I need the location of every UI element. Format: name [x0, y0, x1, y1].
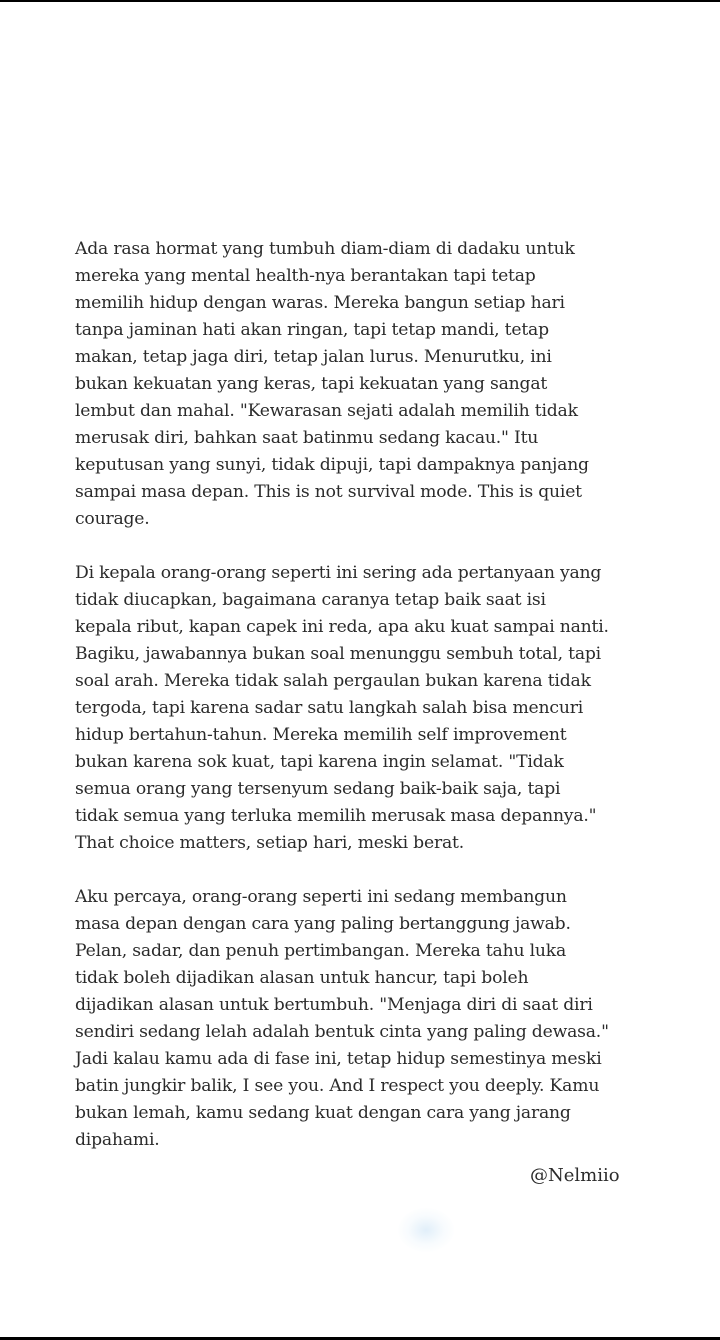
- text-line: makan, tetap jaga diri, tetap jalan lurus. Menurutku, ini: [75, 347, 552, 367]
- text-line: sampai masa depan. This is not survival mode. This is quiet: [75, 482, 582, 502]
- text-line: dijadikan alasan untuk bertumbuh. "Menjaga diri di saat diri: [75, 995, 593, 1015]
- text-line: merusak diri, bahkan saat batinmu sedang kacau." Itu: [75, 428, 539, 448]
- text-line: Bagiku, jawabannya bukan soal menunggu sembuh total, tapi: [75, 644, 601, 664]
- text-line: hidup bertahun-tahun. Mereka memilih self improvement: [75, 725, 567, 745]
- text-line: Ada rasa hormat yang tumbuh diam-diam di dadaku untuk: [75, 239, 575, 259]
- text-line: Aku percaya, orang-orang seperti ini sedang membangun: [75, 887, 567, 907]
- paragraph-1: [75, 236, 675, 533]
- text-line: tidak diucapkan, bagaimana caranya tetap baik saat isi: [75, 590, 546, 610]
- text-line: Pelan, sadar, dan penuh pertimbangan. Mereka tahu luka: [75, 941, 567, 961]
- text-line: Di kepala orang-orang seperti ini sering ada pertanyaan yang: [75, 563, 602, 583]
- text-line: That choice matters, setiap hari, meski berat.: [75, 833, 464, 853]
- text-line: mereka yang mental health-nya berantakan tapi tetap: [75, 266, 536, 286]
- light-reflection: [398, 1208, 454, 1252]
- paragraph-gap: [75, 533, 675, 560]
- text-line: tidak semua yang terluka memilih merusak masa depannya.": [75, 806, 597, 826]
- author-signature: @Nelmiio: [530, 1165, 620, 1186]
- text-line: tergoda, tapi karena sadar satu langkah salah bisa mencuri: [75, 698, 584, 718]
- text-line: sendiri sedang lelah adalah bentuk cinta yang paling dewasa.": [75, 1022, 609, 1042]
- paragraph-3: [75, 884, 675, 1154]
- text-line: batin jungkir balik, I see you. And I respect you deeply. Kamu: [75, 1076, 600, 1096]
- text-line: memilih hidup dengan waras. Mereka bangun setiap hari: [75, 293, 565, 313]
- story-text: [75, 236, 675, 1154]
- text-line: keputusan yang sunyi, tidak dipuji, tapi dampaknya panjang: [75, 455, 589, 475]
- paragraph-gap: [75, 857, 675, 884]
- text-line: courage.: [75, 509, 150, 529]
- text-line: lembut dan mahal. "Kewarasan sejati adalah memilih tidak: [75, 401, 578, 421]
- text-line: semua orang yang tersenyum sedang baik-baik saja, tapi: [75, 779, 561, 799]
- text-line: tidak boleh dijadikan alasan untuk hancur, tapi boleh: [75, 968, 529, 988]
- text-line: bukan karena sok kuat, tapi karena ingin selamat. "Tidak: [75, 752, 564, 772]
- text-line: kepala ribut, kapan capek ini reda, apa aku kuat sampai nanti.: [75, 617, 609, 637]
- paragraph-2: [75, 560, 675, 857]
- text-line: dipahami.: [75, 1130, 160, 1150]
- text-line: Jadi kalau kamu ada di fase ini, tetap hidup semestinya meski: [75, 1049, 602, 1069]
- text-line: bukan kekuatan yang keras, tapi kekuatan yang sangat: [75, 374, 548, 394]
- text-line: masa depan dengan cara yang paling bertanggung jawab.: [75, 914, 571, 934]
- text-line: soal arah. Mereka tidak salah pergaulan bukan karena tidak: [75, 671, 591, 691]
- text-line: bukan lemah, kamu sedang kuat dengan cara yang jarang: [75, 1103, 571, 1123]
- text-line: tanpa jaminan hati akan ringan, tapi tetap mandi, tetap: [75, 320, 549, 340]
- story-page: [0, 2, 720, 1337]
